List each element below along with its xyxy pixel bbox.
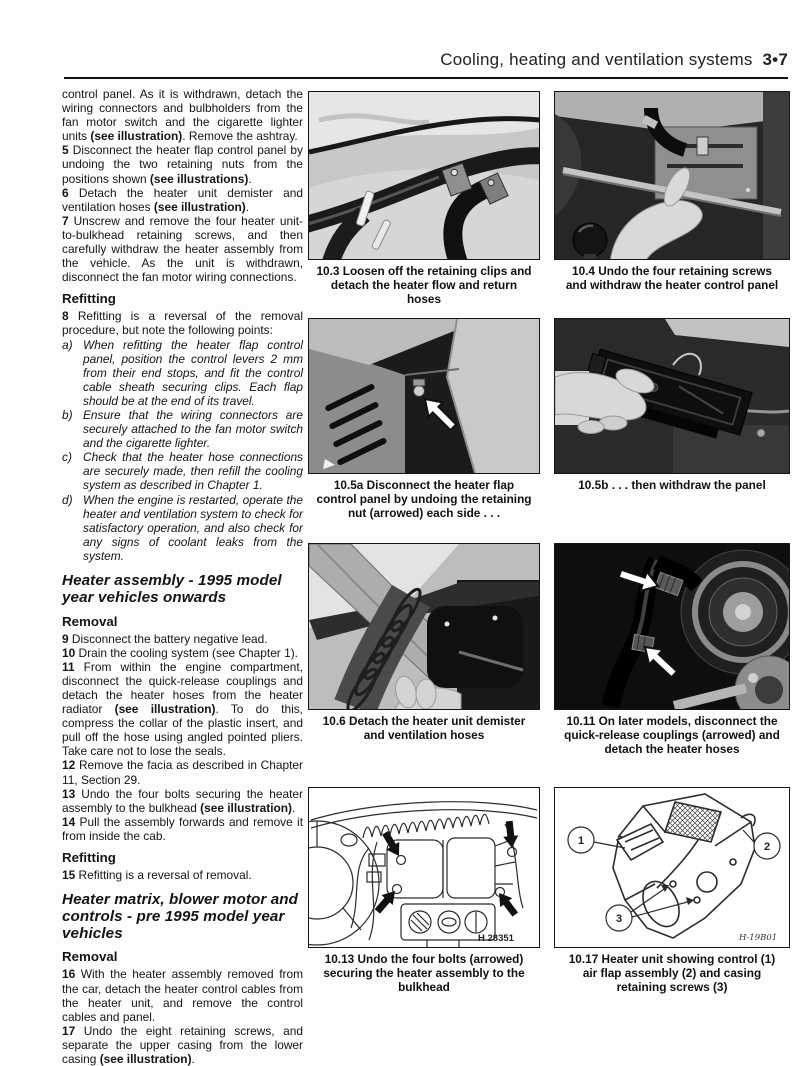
- body-text: Refitting is a reversal of removal.: [75, 868, 252, 882]
- bold-text: 14: [62, 814, 76, 829]
- control-panel-photo-illustration: [555, 92, 789, 259]
- paragraph: [62, 143, 303, 185]
- sub-heading: Refitting: [62, 291, 116, 307]
- paragraph: [62, 815, 303, 843]
- list-marker: b): [62, 407, 73, 422]
- figure-10-13-image: [308, 787, 540, 948]
- body-text: .: [245, 199, 250, 214]
- bold-text: (see illustration): [200, 800, 292, 815]
- body-text: Unscrew and remove the four heater unit-to-bulkhead retaining screws, and then carefully withdraw the heater assembly from the vehicle. As the unit is withdrawn, disconnect the fan motor wiring connections.: [62, 213, 303, 285]
- figure-10-6: [308, 543, 540, 743]
- figure-10-6-image: [308, 543, 540, 710]
- list-item: [62, 450, 303, 492]
- body-text: Remove the facia as described in Chapter 11, Section 29.: [62, 758, 303, 787]
- four-bolts-line-drawing: [309, 788, 539, 947]
- figure-10-5a-caption: 10.5a Disconnect the heater flap control panel by undoing the retaining nut (arrowed) each side . . .: [316, 478, 532, 520]
- list-text: When the engine is restarted, operate the heater and ventilation system to check for satisfactory operation, and also check for any signs of coolant leaks from the system.: [83, 492, 303, 563]
- bold-text: 9: [62, 631, 69, 646]
- section-heading: Heater matrix, blower motor and controls - pre 1995 model year vehicles: [62, 891, 299, 942]
- bold-text: (see illustration): [90, 129, 183, 144]
- figure-10-5a-image: [308, 318, 540, 474]
- page-number: 3•7: [762, 50, 788, 69]
- sub-heading: Refitting: [62, 850, 116, 865]
- page-title: Cooling, heating and ventilation systems: [440, 50, 753, 69]
- figure-10-6-caption: 10.6 Detach the heater unit demister and ventilation hoses: [322, 714, 526, 742]
- bold-text: 17: [62, 1023, 76, 1038]
- figure-10-17-caption: 10.17 Heater unit showing control (1) air flap assembly (2) and casing retaining screws (3): [568, 952, 776, 994]
- paragraph: [62, 660, 303, 759]
- withdraw-panel-photo-illustration: [555, 319, 789, 473]
- paragraph: [62, 787, 303, 815]
- left-column: [62, 87, 303, 1066]
- body-text: . Remove the ashtray.: [182, 129, 298, 144]
- body-text: Refitting is a reversal of the removal procedure, but note the following points:: [62, 309, 303, 338]
- figure-10-5b: [554, 318, 790, 493]
- sub-heading: Removal: [62, 613, 118, 629]
- figure-10-3: [308, 91, 540, 306]
- list-marker: a): [62, 337, 73, 352]
- body-text: .: [248, 171, 252, 186]
- figure-10-3-caption: 10.3 Loosen off the retaining clips and detach the heater flow and return hoses: [316, 264, 532, 306]
- bold-text: 15: [62, 868, 76, 882]
- figure-10-5b-image: [554, 318, 790, 474]
- list-item: [62, 408, 303, 450]
- bold-text: 5: [62, 143, 69, 158]
- figure-10-17: [554, 787, 790, 994]
- figure-10-11-caption: 10.11 On later models, disconnect the quick-release couplings (arrowed) and detach the heater hoses: [564, 714, 780, 756]
- body-text: control panel. As it is withdrawn, detach the wiring connectors and bulbholders from the fan motor switch and the cigarette lighter units: [62, 87, 303, 144]
- page-header: [440, 50, 788, 70]
- paragraph: [62, 309, 303, 337]
- bold-text: (see illustration): [153, 199, 246, 214]
- callout-3: 3: [615, 913, 623, 925]
- list-text: Check that the heater hose connections are securely made, then refill the cooling system as described in Chapter 1.: [83, 450, 303, 493]
- bold-text: (see illustration): [99, 1052, 192, 1066]
- body-text: Undo the eight retaining screws, and separate the upper casing from the lower casing: [62, 1023, 303, 1066]
- figure-10-4: [554, 91, 790, 293]
- body-text: With the heater assembly removed from the car, detach the heater control cables from the heater unit, and remove the control cables and panel.: [62, 967, 303, 1024]
- figure-10-17-image: [554, 787, 790, 948]
- paragraph: [62, 186, 303, 214]
- body-text: From within the engine compartment, disconnect the quick-release couplings and detach the heater hoses from the heater radiator: [62, 659, 303, 717]
- paragraph: [62, 214, 303, 284]
- body-text: Drain the cooling system (see Chapter 1).: [75, 645, 298, 660]
- bold-text: 10: [62, 645, 76, 660]
- flap-panel-nut-photo-illustration: [309, 319, 539, 473]
- bold-text: (see illustrations): [149, 171, 249, 186]
- figure-10-11: [554, 543, 790, 756]
- figure-10-17-code: H-19B01: [739, 933, 778, 943]
- list-item: [62, 338, 303, 408]
- bold-text: 7: [62, 213, 69, 228]
- paragraph: [62, 646, 303, 660]
- paragraph: [62, 1024, 303, 1066]
- bold-text: 6: [62, 185, 69, 200]
- figure-10-4-caption: 10.4 Undo the four retaining screws and withdraw the heater control panel: [565, 264, 779, 292]
- paragraph: [62, 87, 303, 143]
- body-text: . To do this, compress the collar of the plastic insert, and pull off the hose using angled pointed pliers. Take care not to lose the seals.: [62, 702, 303, 759]
- list-text: Ensure that the wiring connectors are securely attached to the fan motor switch and the cigarette lighter.: [83, 407, 303, 451]
- figure-10-13-caption: 10.13 Undo the four bolts (arrowed) securing the heater assembly to the bulkhead: [323, 952, 525, 994]
- figure-10-13: [308, 787, 540, 994]
- bold-text: 8: [62, 309, 69, 324]
- quick-release-couplings-photo-illustration: [555, 544, 789, 709]
- figure-10-4-image: [554, 91, 790, 260]
- figure-10-13-code: H 28351: [478, 933, 514, 944]
- list-marker: d): [62, 492, 73, 507]
- demister-hose-photo-illustration: [309, 544, 539, 709]
- section-heading: Heater assembly - 1995 model year vehicles onwards: [62, 572, 282, 606]
- body-text: Disconnect the heater flap control panel by undoing the two retaining nuts from the positions shown: [62, 143, 303, 186]
- sub-heading: Removal: [62, 949, 118, 965]
- body-text: Detach the heater unit demister and ventilation hoses: [62, 185, 303, 214]
- paragraph: [62, 967, 303, 1023]
- callout-1: 1: [577, 835, 585, 847]
- paragraph: [62, 758, 303, 786]
- callout-2: 2: [763, 841, 771, 853]
- body-text: Undo the four bolts securing the heater assembly to the bulkhead: [62, 786, 303, 815]
- body-text: Disconnect the battery negative lead.: [68, 631, 268, 646]
- paragraph: [62, 868, 303, 882]
- body-text: .: [191, 1052, 195, 1066]
- list-marker: c): [62, 450, 72, 465]
- bold-text: 11: [62, 659, 75, 674]
- bold-text: 16: [62, 967, 76, 982]
- list-item: [62, 493, 303, 563]
- body-text: Pull the assembly forwards and remove it from inside the cab.: [62, 814, 303, 843]
- bold-text: 12: [62, 758, 76, 773]
- body-text: .: [292, 800, 296, 815]
- header-rule: [64, 77, 788, 79]
- figure-10-3-image: [308, 91, 540, 260]
- paragraph: [62, 632, 303, 646]
- bold-text: 13: [62, 786, 76, 801]
- figure-10-5a: [308, 318, 540, 520]
- bold-text: (see illustration): [114, 702, 216, 717]
- heater-unit-line-drawing: [555, 788, 789, 947]
- figure-10-5b-caption: 10.5b . . . then withdraw the panel: [578, 478, 766, 492]
- hoses-photo-illustration: [309, 92, 539, 259]
- figure-10-11-image: [554, 543, 790, 710]
- list-text: When refitting the heater flap control panel, position the control levers 2 mm from their end stops, and fit the control cable sheath securing clips. Each flap should be at the end of its travel.: [83, 337, 303, 408]
